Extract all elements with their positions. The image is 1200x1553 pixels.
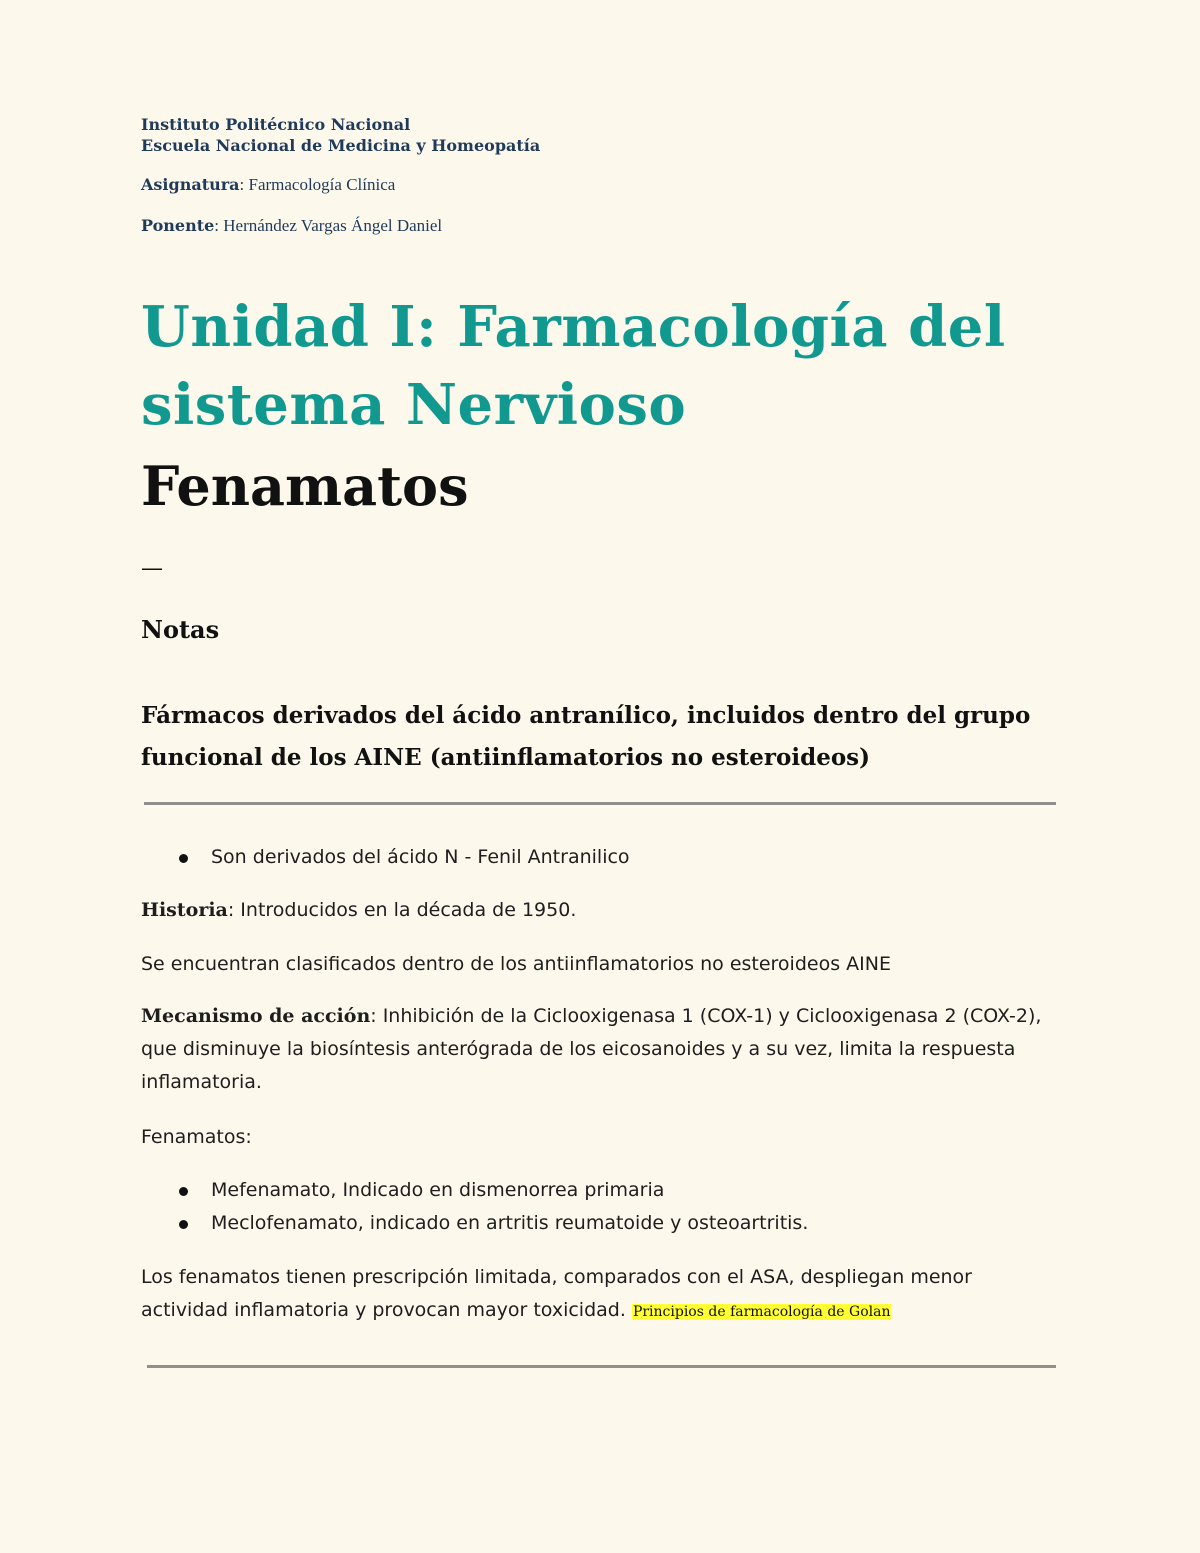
topic-title: Fenamatos (141, 454, 469, 518)
history-paragraph (141, 894, 1061, 927)
reference-highlight: Principios de farmacología de Golan (632, 1304, 891, 1320)
subject-value: : Farmacología Clínica (239, 175, 396, 194)
fenamatos-list (141, 1174, 1061, 1240)
fenamatos-label: Fenamatos: (141, 1126, 252, 1148)
classification-paragraph: Se encuentran clasificados dentro de los antiinflamatorios no esteroideos AINE (141, 953, 891, 975)
mechanism-paragraph (141, 1000, 1061, 1099)
list-item-text: Son derivados del ácido N - Fenil Antranilico (211, 846, 630, 868)
history-text: : Introducidos en la década de 1950. (227, 899, 577, 921)
speaker-value: : Hernández Vargas Ángel Daniel (214, 216, 443, 235)
closing-text: Los fenamatos tienen prescripción limitada, comparados con el ASA, despliegan menor actividad inflamatoria y provocan mayor toxicidad. (141, 1266, 972, 1321)
subject-line (141, 175, 395, 195)
bullet-icon (179, 1187, 188, 1196)
speaker-label: Ponente (141, 216, 215, 235)
institution-name: Instituto Politécnico Nacional (141, 115, 411, 134)
bullet-icon (179, 1220, 188, 1229)
list-item-text: Meclofenamato, indicado en artritis reumatoide y osteoartritis. (211, 1212, 809, 1234)
bullet-icon (179, 854, 188, 863)
mechanism-label: Mecanismo de acción (141, 1005, 371, 1027)
list-item (141, 841, 1061, 874)
notes-heading: Notas (141, 615, 220, 644)
unit-title: Unidad I: Farmacología del sistema Nervioso (141, 294, 1006, 438)
notes-subheading: Fármacos derivados del ácido antranílico, incluidos dentro del grupo funcional de los AINE (antiinflamatorios no esteroideos) (141, 702, 1031, 771)
subject-label: Asignatura (141, 175, 240, 194)
closing-paragraph (141, 1261, 1061, 1329)
derivation-list (141, 841, 1061, 874)
list-item-text: Mefenamato, Indicado en dismenorrea primaria (211, 1179, 665, 1201)
horizontal-rule (147, 1365, 1056, 1368)
title-divider: — (141, 556, 163, 581)
document-header (141, 114, 540, 156)
school-name: Escuela Nacional de Medicina y Homeopatía (141, 136, 541, 155)
list-item (141, 1174, 1061, 1207)
horizontal-rule (144, 802, 1056, 805)
history-label: Historia (141, 899, 228, 921)
mechanism-text: : Inhibición de la Ciclooxigenasa 1 (COX-1) y Ciclooxigenasa 2 (COX-2), que disminuye la biosíntesis anterógrada de los eicosanoides y a su vez, limita la respuesta inflamatoria. (141, 1005, 1042, 1093)
speaker-line (141, 216, 442, 236)
list-item (141, 1207, 1061, 1240)
